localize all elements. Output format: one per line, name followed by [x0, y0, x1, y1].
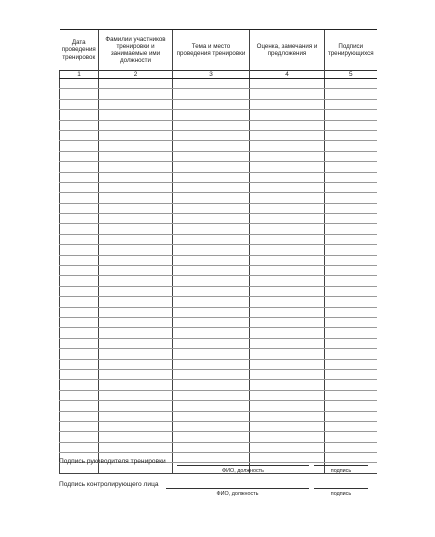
table-cell[interactable] — [325, 390, 377, 400]
table-cell[interactable] — [173, 110, 250, 120]
table-cell[interactable] — [60, 224, 99, 234]
table-cell[interactable] — [173, 266, 250, 276]
table-cell[interactable] — [325, 297, 377, 307]
table-cell[interactable] — [250, 172, 325, 182]
table-cell[interactable] — [325, 172, 377, 182]
table-cell[interactable] — [173, 359, 250, 369]
table-cell[interactable] — [325, 359, 377, 369]
controller-sign-caption: подпись — [330, 491, 352, 497]
table-cell[interactable] — [250, 328, 325, 338]
table-cell[interactable] — [173, 214, 250, 224]
table-cell[interactable] — [325, 442, 377, 452]
table-cell[interactable] — [60, 182, 99, 192]
table-cell[interactable] — [60, 214, 99, 224]
controller-signature-row — [59, 481, 379, 501]
table-cell[interactable] — [250, 317, 325, 327]
table-row — [60, 130, 377, 140]
table-cell[interactable] — [99, 297, 173, 307]
table-cell[interactable] — [325, 120, 377, 130]
table-cell[interactable] — [99, 380, 173, 390]
table-cell[interactable] — [250, 338, 325, 348]
table-cell[interactable] — [250, 99, 325, 109]
table-cell[interactable] — [60, 255, 99, 265]
controller-name-caption: ФИО, должность — [216, 491, 259, 497]
table-cell[interactable] — [99, 359, 173, 369]
table-cell[interactable] — [173, 307, 250, 317]
table-row — [60, 172, 377, 182]
column-number: 5 — [325, 71, 377, 79]
table-cell[interactable] — [99, 442, 173, 452]
header-topic-place: Тема и место проведения тренировки — [173, 30, 250, 71]
table-cell[interactable] — [250, 266, 325, 276]
table-cell[interactable] — [99, 214, 173, 224]
table-cell[interactable] — [325, 328, 377, 338]
table-cell[interactable] — [60, 99, 99, 109]
table-row — [60, 349, 377, 359]
table-cell[interactable] — [325, 234, 377, 244]
table-cell[interactable] — [60, 359, 99, 369]
table-row — [60, 338, 377, 348]
table-cell[interactable] — [250, 214, 325, 224]
table-cell[interactable] — [173, 120, 250, 130]
table-cell[interactable] — [99, 141, 173, 151]
table-cell[interactable] — [325, 245, 377, 255]
table-cell[interactable] — [60, 432, 99, 442]
table-cell[interactable] — [99, 421, 173, 431]
table-cell[interactable] — [99, 224, 173, 234]
table-cell[interactable] — [325, 193, 377, 203]
table-cell[interactable] — [250, 421, 325, 431]
header-signatures: Подписи тренирующихся — [325, 30, 377, 71]
table-cell[interactable] — [173, 255, 250, 265]
table-cell[interactable] — [60, 442, 99, 452]
table-cell[interactable] — [173, 432, 250, 442]
leader-name-caption: ФИО, должность — [222, 468, 264, 474]
table-cell[interactable] — [325, 411, 377, 421]
table-cell[interactable] — [99, 162, 173, 172]
table-row — [60, 193, 377, 203]
controller-signature-label: Подпись контролирующего лица — [59, 481, 159, 488]
controller-sign-line[interactable] — [314, 488, 368, 489]
table-cell[interactable] — [250, 203, 325, 213]
table-cell[interactable] — [173, 99, 250, 109]
table-cell[interactable] — [60, 172, 99, 182]
table-cell[interactable] — [250, 89, 325, 99]
table-cell[interactable] — [325, 338, 377, 348]
table-row — [60, 234, 377, 244]
table-cell[interactable] — [325, 317, 377, 327]
table-row — [60, 411, 377, 421]
table-header-row — [60, 30, 377, 71]
table-row — [60, 317, 377, 327]
table-cell[interactable] — [250, 79, 325, 89]
table-cell[interactable] — [99, 193, 173, 203]
table-row — [60, 255, 377, 265]
table-cell[interactable] — [173, 411, 250, 421]
table-cell[interactable] — [250, 442, 325, 452]
leader-signature-row — [59, 458, 379, 478]
header-date: Дата проведения тренировок — [60, 30, 99, 71]
table-cell[interactable] — [250, 182, 325, 192]
table-row — [60, 286, 377, 296]
table-cell[interactable] — [60, 421, 99, 431]
table-cell[interactable] — [325, 255, 377, 265]
table-cell[interactable] — [60, 338, 99, 348]
table-cell[interactable] — [173, 328, 250, 338]
table-row — [60, 276, 377, 286]
table-cell[interactable] — [173, 286, 250, 296]
table-cell[interactable] — [99, 120, 173, 130]
table-cell[interactable] — [325, 266, 377, 276]
table-cell[interactable] — [99, 203, 173, 213]
table-cell[interactable] — [60, 266, 99, 276]
table-cell[interactable] — [250, 369, 325, 379]
leader-name-line[interactable] — [177, 465, 309, 466]
table-cell[interactable] — [99, 349, 173, 359]
table-row — [60, 120, 377, 130]
table-cell[interactable] — [60, 390, 99, 400]
table-cell[interactable] — [250, 432, 325, 442]
table-row — [60, 99, 377, 109]
table-cell[interactable] — [250, 245, 325, 255]
table-cell[interactable] — [99, 317, 173, 327]
table-cell[interactable] — [99, 328, 173, 338]
table-cell[interactable] — [99, 89, 173, 99]
table-cell[interactable] — [99, 411, 173, 421]
table-row — [60, 110, 377, 120]
table-cell[interactable] — [250, 110, 325, 120]
table-cell[interactable] — [99, 338, 173, 348]
table-row — [60, 151, 377, 161]
leader-sign-caption: подпись — [330, 468, 352, 474]
table-row — [60, 141, 377, 151]
table-cell[interactable] — [325, 369, 377, 379]
table-cell[interactable] — [325, 89, 377, 99]
table-body — [60, 79, 377, 474]
table-cell[interactable] — [60, 245, 99, 255]
table-cell[interactable] — [250, 234, 325, 244]
table-cell[interactable] — [173, 401, 250, 411]
table-cell[interactable] — [173, 442, 250, 452]
table-cell[interactable] — [173, 276, 250, 286]
table-cell[interactable] — [60, 286, 99, 296]
table-cell[interactable] — [60, 369, 99, 379]
table-cell[interactable] — [99, 245, 173, 255]
table-cell[interactable] — [250, 120, 325, 130]
table-cell[interactable] — [60, 234, 99, 244]
table-row — [60, 162, 377, 172]
table-cell[interactable] — [99, 266, 173, 276]
table-cell[interactable] — [250, 224, 325, 234]
table-cell[interactable] — [250, 359, 325, 369]
table-cell[interactable] — [60, 141, 99, 151]
table-cell[interactable] — [60, 193, 99, 203]
table-cell[interactable] — [325, 130, 377, 140]
table-cell[interactable] — [173, 130, 250, 140]
table-cell[interactable] — [173, 297, 250, 307]
table-cell[interactable] — [325, 380, 377, 390]
table-cell[interactable] — [60, 297, 99, 307]
table-cell[interactable] — [250, 141, 325, 151]
table-cell[interactable] — [250, 193, 325, 203]
table-cell[interactable] — [173, 79, 250, 89]
table-cell[interactable] — [99, 234, 173, 244]
table-cell[interactable] — [325, 151, 377, 161]
table-row — [60, 359, 377, 369]
table-cell[interactable] — [250, 411, 325, 421]
table-cell[interactable] — [99, 401, 173, 411]
table-row — [60, 89, 377, 99]
table-cell[interactable] — [99, 110, 173, 120]
table-cell[interactable] — [250, 255, 325, 265]
table-row — [60, 401, 377, 411]
table-row — [60, 421, 377, 431]
table-row — [60, 79, 377, 89]
table-cell[interactable] — [250, 276, 325, 286]
table-cell[interactable] — [60, 162, 99, 172]
table-cell[interactable] — [173, 338, 250, 348]
table-cell[interactable] — [60, 307, 99, 317]
training-log-table — [59, 29, 377, 474]
table-cell[interactable] — [173, 390, 250, 400]
table-cell[interactable] — [325, 141, 377, 151]
table-cell[interactable] — [325, 349, 377, 359]
table-cell[interactable] — [173, 203, 250, 213]
table-cell[interactable] — [60, 380, 99, 390]
table-cell[interactable] — [250, 390, 325, 400]
table-cell[interactable] — [173, 421, 250, 431]
table-row — [60, 214, 377, 224]
table-cell[interactable] — [60, 401, 99, 411]
table-cell[interactable] — [250, 307, 325, 317]
table-cell[interactable] — [173, 89, 250, 99]
table-cell[interactable] — [325, 276, 377, 286]
table-cell[interactable] — [250, 297, 325, 307]
table-cell[interactable] — [173, 317, 250, 327]
table-cell[interactable] — [60, 411, 99, 421]
table-cell[interactable] — [60, 89, 99, 99]
table-cell[interactable] — [250, 286, 325, 296]
table-cell[interactable] — [99, 130, 173, 140]
leader-signature-label: Подпись руководителя тренировки — [59, 458, 166, 465]
table-row — [60, 224, 377, 234]
table-cell[interactable] — [60, 328, 99, 338]
table-cell[interactable] — [60, 349, 99, 359]
table-cell[interactable] — [173, 151, 250, 161]
table-cell[interactable] — [325, 79, 377, 89]
table-cell[interactable] — [173, 224, 250, 234]
table-cell[interactable] — [173, 349, 250, 359]
table-cell[interactable] — [60, 79, 99, 89]
table-cell[interactable] — [99, 151, 173, 161]
table-row — [60, 307, 377, 317]
column-number: 3 — [173, 71, 250, 79]
table-cell[interactable] — [325, 99, 377, 109]
table-cell[interactable] — [173, 162, 250, 172]
table-cell[interactable] — [99, 182, 173, 192]
table-cell[interactable] — [173, 369, 250, 379]
table-cell[interactable] — [99, 255, 173, 265]
table-cell[interactable] — [99, 432, 173, 442]
table-cell[interactable] — [60, 276, 99, 286]
table-cell[interactable] — [99, 99, 173, 109]
table-cell[interactable] — [99, 307, 173, 317]
table-row — [60, 328, 377, 338]
header-participants: Фамилии участников тренировки и занимаемые ими должности — [99, 30, 173, 71]
table-cell[interactable] — [250, 130, 325, 140]
table-cell[interactable] — [99, 79, 173, 89]
table-cell[interactable] — [325, 203, 377, 213]
table-cell[interactable] — [325, 214, 377, 224]
table-row — [60, 266, 377, 276]
table-cell[interactable] — [60, 151, 99, 161]
table-cell[interactable] — [99, 286, 173, 296]
table-row — [60, 442, 377, 452]
table-cell[interactable] — [250, 401, 325, 411]
table-row — [60, 182, 377, 192]
table-row — [60, 432, 377, 442]
table-cell[interactable] — [250, 151, 325, 161]
table-cell[interactable] — [173, 182, 250, 192]
table-cell[interactable] — [60, 203, 99, 213]
table-row — [60, 203, 377, 213]
column-number: 1 — [60, 71, 99, 79]
table-cell[interactable] — [173, 234, 250, 244]
table-cell[interactable] — [99, 172, 173, 182]
table-row — [60, 380, 377, 390]
table-cell[interactable] — [173, 141, 250, 151]
table-cell[interactable] — [60, 317, 99, 327]
leader-sign-line[interactable] — [314, 465, 368, 466]
table-cell[interactable] — [60, 120, 99, 130]
column-number: 2 — [99, 71, 173, 79]
table-cell[interactable] — [325, 401, 377, 411]
table-cell[interactable] — [325, 162, 377, 172]
table-row — [60, 390, 377, 400]
table-cell[interactable] — [99, 369, 173, 379]
table-cell[interactable] — [60, 130, 99, 140]
table-cell[interactable] — [250, 349, 325, 359]
table-cell[interactable] — [325, 432, 377, 442]
table-cell[interactable] — [173, 172, 250, 182]
header-evaluation: Оценка, замечания и предложения — [250, 30, 325, 71]
table-cell[interactable] — [325, 224, 377, 234]
table-row — [60, 245, 377, 255]
controller-name-line[interactable] — [166, 488, 309, 489]
table-row — [60, 297, 377, 307]
column-number: 4 — [250, 71, 325, 79]
table-cell[interactable] — [325, 182, 377, 192]
table-cell[interactable] — [325, 307, 377, 317]
table-cell[interactable] — [60, 110, 99, 120]
column-number-row — [60, 71, 377, 79]
table-cell[interactable] — [325, 110, 377, 120]
table-row — [60, 369, 377, 379]
table-cell[interactable] — [173, 380, 250, 390]
table-cell[interactable] — [173, 193, 250, 203]
table-cell[interactable] — [99, 276, 173, 286]
table-cell[interactable] — [173, 245, 250, 255]
table-cell[interactable] — [325, 421, 377, 431]
table-cell[interactable] — [99, 390, 173, 400]
table-cell[interactable] — [325, 286, 377, 296]
table-cell[interactable] — [250, 162, 325, 172]
table-cell[interactable] — [250, 380, 325, 390]
